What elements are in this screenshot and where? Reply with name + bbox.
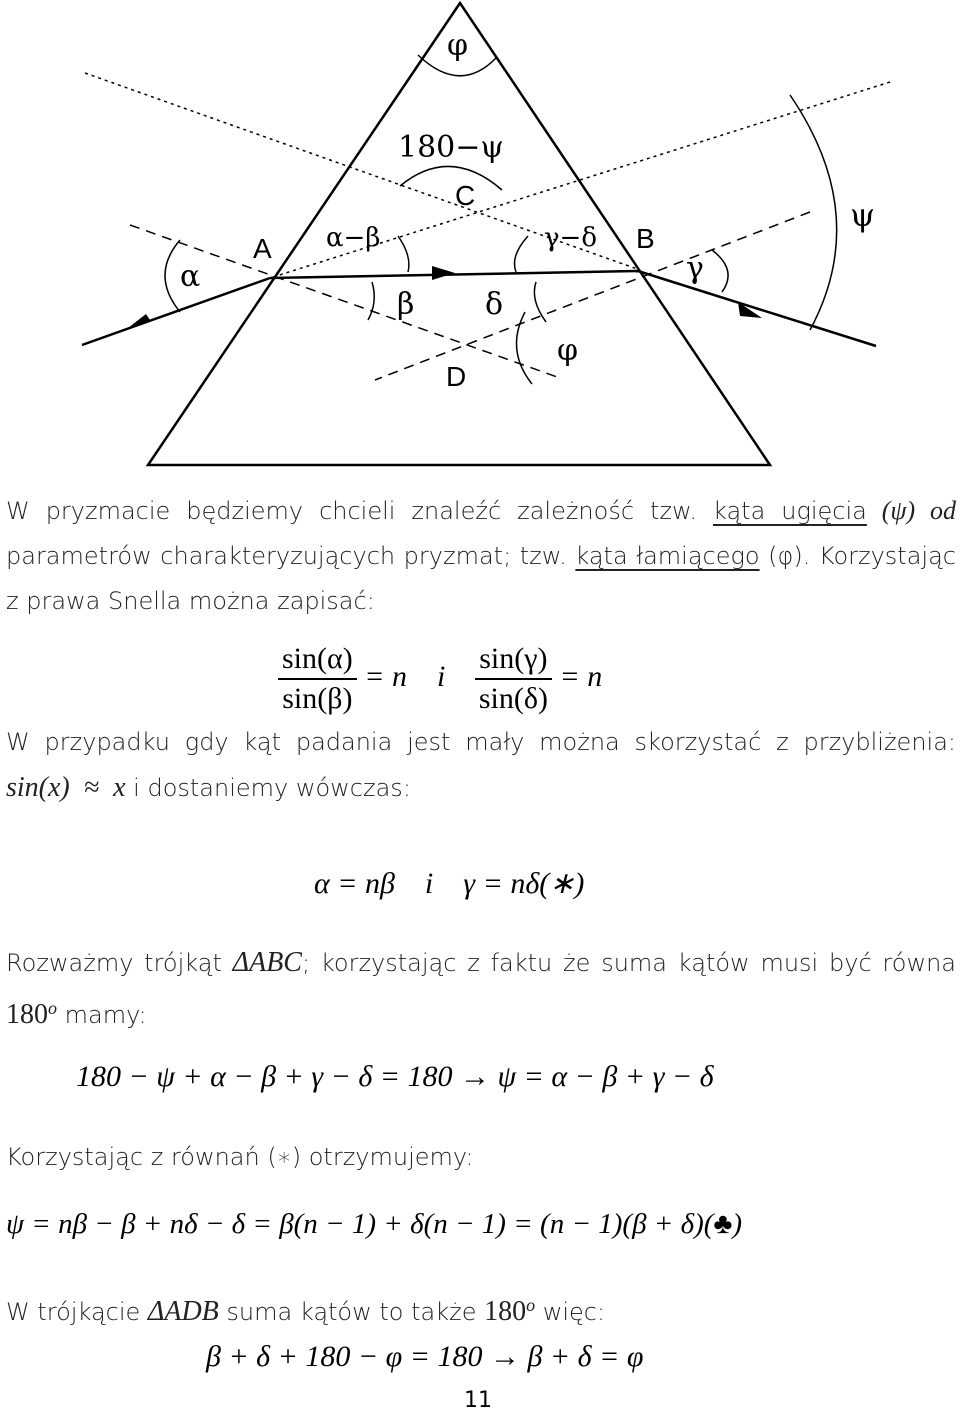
label-phi-bottom: φ <box>557 333 579 368</box>
label-B: B <box>636 223 655 254</box>
label-alpha: α <box>180 259 201 294</box>
label-D: D <box>446 361 467 392</box>
incident-ray <box>82 278 270 345</box>
label-psi: ψ <box>850 196 876 234</box>
term-deflection-angle: kąta ugięcia <box>713 497 867 525</box>
paragraph-triangle-abc: Rozważmy trójkąt ΔABC; korzystając z faktu że suma kątów musi być równa 180$^o$ mamy: <box>6 947 956 1030</box>
refracted-ray <box>270 271 638 278</box>
arc-alpha <box>165 240 180 312</box>
prism-diagram <box>0 0 960 470</box>
arrowhead-refracted <box>432 266 455 280</box>
equation-small-angle: α = nβ i γ = nδ(∗) <box>314 867 585 900</box>
label-A: A <box>253 233 272 264</box>
arc-alpha-beta <box>398 236 409 272</box>
arc-beta <box>368 282 374 320</box>
label-phi-top: φ <box>447 28 469 63</box>
arc-180-psi <box>400 166 502 190</box>
arc-gamma-delta <box>515 236 529 272</box>
paragraph-approximation: W przypadku gdy kąt padania jest mały można skorzystać z przybliżenia: sin(x) ≈ x i dostaniemy wówczas: <box>6 728 956 803</box>
label-alpha-minus-beta: α−β <box>326 223 381 253</box>
label-gamma-minus-delta: γ−δ <box>544 223 597 253</box>
paragraph-from-equations: Korzystając z równań (∗) otrzymujemy: <box>6 1143 474 1171</box>
prism-triangle <box>148 3 770 465</box>
label-C: C <box>455 180 476 211</box>
equation-snell: $\frac{\sin(\alpha)}{\sin(\beta)}$ = n i $\frac{\sin(\gamma)}{\sin(\delta)}$ = n <box>278 640 602 718</box>
equation-angle-sum-abc: 180 − ψ + α − β + γ − δ = 180 → ψ = α − β + γ − δ <box>76 1060 714 1093</box>
label-180-minus-psi: 180−ψ <box>398 130 504 165</box>
label-gamma: γ <box>686 251 704 286</box>
emergent-ray <box>638 271 876 346</box>
arc-psi <box>790 95 837 330</box>
equation-angle-sum-adb: β + δ + 180 − φ = 180 → β + δ = φ <box>206 1340 644 1373</box>
term-apex-angle: kąta łamiącego <box>575 542 760 570</box>
label-delta: δ <box>485 287 504 322</box>
label-beta: β <box>397 287 415 322</box>
paragraph-triangle-adb: W trójkącie ΔADB suma kątów to także 180$^o$ więc: <box>6 1295 606 1327</box>
page-number: 11 <box>464 1388 492 1413</box>
paragraph-intro: W pryzmacie będziemy chcieli znaleźć zależność tzw. kąta ugięcia (ψ) od parametrów charakteryzujących pryzmat; tzw. kąta łamiącego (φ). Korzystając z prawa Snella można zapisać: <box>6 496 956 615</box>
arc-gamma <box>712 250 728 292</box>
equation-psi-result: ψ = nβ − β + nδ − δ = β(n − 1) + δ(n − 1) = (n − 1)(β + δ)(♣) <box>6 1208 743 1240</box>
